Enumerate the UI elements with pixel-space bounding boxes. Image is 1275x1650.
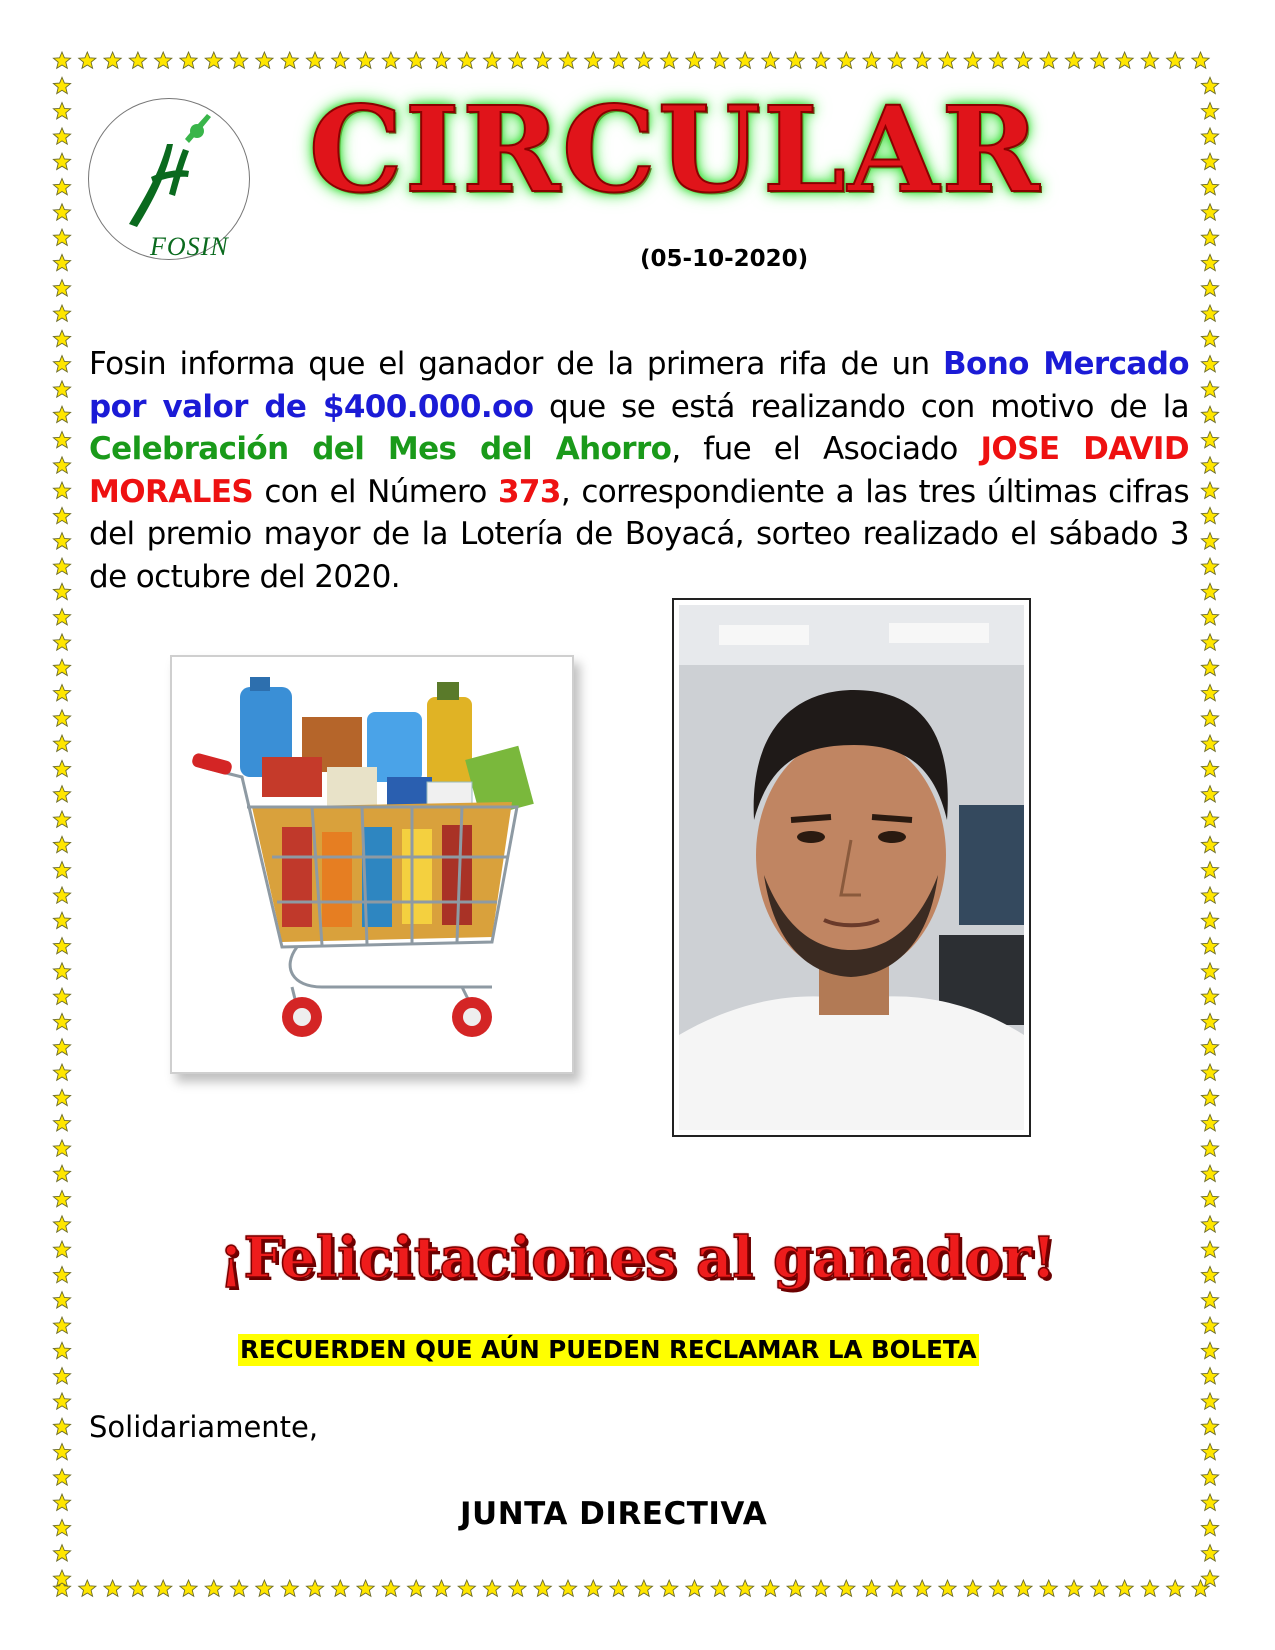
border-star xyxy=(1201,153,1218,169)
shopping-cart-icon xyxy=(172,657,572,1072)
border-star xyxy=(1015,1580,1032,1596)
border-star xyxy=(1201,735,1218,751)
border-star xyxy=(256,52,273,68)
border-star xyxy=(585,1580,602,1596)
border-star xyxy=(53,1317,70,1333)
border-star xyxy=(205,1580,222,1596)
border-star xyxy=(332,52,349,68)
border-star xyxy=(53,583,70,599)
border-star xyxy=(1201,254,1218,270)
border-star xyxy=(838,1580,855,1596)
border-star xyxy=(812,52,829,68)
person-portrait-icon xyxy=(679,605,1024,1130)
border-star xyxy=(53,179,70,195)
border-star xyxy=(1201,1191,1218,1207)
closing-salutation: Solidariamente, xyxy=(89,1410,319,1444)
border-star xyxy=(1116,52,1133,68)
border-star xyxy=(1201,963,1218,979)
border-star xyxy=(1201,938,1218,954)
border-star xyxy=(1201,609,1218,625)
border-star xyxy=(559,1580,576,1596)
border-star xyxy=(53,938,70,954)
border-star xyxy=(1201,356,1218,372)
border-star xyxy=(306,1580,323,1596)
border-star xyxy=(53,1165,70,1181)
border-star xyxy=(661,1580,678,1596)
border-star xyxy=(53,280,70,296)
border-star xyxy=(1201,1469,1218,1485)
border-star xyxy=(686,52,703,68)
border-star xyxy=(79,1580,96,1596)
border-star xyxy=(53,406,70,422)
border-star xyxy=(53,1191,70,1207)
border-star xyxy=(888,52,905,68)
border-star xyxy=(53,1580,70,1596)
border-star xyxy=(53,1039,70,1055)
border-star xyxy=(53,1519,70,1535)
border-star xyxy=(53,685,70,701)
border-star xyxy=(281,52,298,68)
border-star xyxy=(1201,1393,1218,1409)
border-star xyxy=(1201,1545,1218,1561)
border-star xyxy=(661,52,678,68)
border-star xyxy=(1201,1317,1218,1333)
border-star xyxy=(1201,507,1218,523)
border-star xyxy=(53,1570,70,1586)
border-star xyxy=(53,482,70,498)
border-star xyxy=(635,1580,652,1596)
border-star xyxy=(53,229,70,245)
border-star xyxy=(1201,280,1218,296)
prize-text: Bono Mercado por valor de $400.000.oo xyxy=(89,346,1189,425)
border-star xyxy=(53,533,70,549)
text-segment: que se está realizando con motivo de la xyxy=(533,388,1189,425)
border-star xyxy=(534,1580,551,1596)
border-star xyxy=(1201,381,1218,397)
border-star xyxy=(939,52,956,68)
border-star xyxy=(306,52,323,68)
border-star xyxy=(610,52,627,68)
border-star xyxy=(1201,1418,1218,1434)
border-star xyxy=(382,52,399,68)
text-segment: , correspondiente a las tres últimas cifras del premio mayor de la Lotería de Boyacá, sorteo realizado el sábado 3 de octubre del 2020. xyxy=(89,473,1189,595)
border-star xyxy=(1201,1444,1218,1460)
border-star xyxy=(762,1580,779,1596)
announcement-paragraph xyxy=(89,343,1189,598)
border-star xyxy=(458,1580,475,1596)
border-star xyxy=(1201,533,1218,549)
border-star xyxy=(787,52,804,68)
border-star xyxy=(53,1115,70,1131)
border-star xyxy=(53,1444,70,1460)
border-star xyxy=(559,52,576,68)
border-star xyxy=(357,52,374,68)
border-star xyxy=(1167,1580,1184,1596)
border-star xyxy=(53,1140,70,1156)
border-star xyxy=(1201,862,1218,878)
border-star xyxy=(53,103,70,119)
border-star xyxy=(1116,1580,1133,1596)
border-star xyxy=(53,356,70,372)
border-star xyxy=(964,52,981,68)
border-star xyxy=(509,1580,526,1596)
border-star xyxy=(53,128,70,144)
border-star xyxy=(1201,1494,1218,1510)
border-star xyxy=(1091,1580,1108,1596)
border-star xyxy=(964,1580,981,1596)
border-star xyxy=(433,1580,450,1596)
text-segment: con el Número xyxy=(253,473,498,510)
border-star xyxy=(1201,330,1218,346)
border-star xyxy=(787,1580,804,1596)
signature: JUNTA DIRECTIVA xyxy=(460,1496,768,1532)
border-star xyxy=(1201,103,1218,119)
border-star xyxy=(53,330,70,346)
border-star xyxy=(1201,685,1218,701)
border-star xyxy=(1192,52,1209,68)
border-star xyxy=(939,1580,956,1596)
border-star xyxy=(1201,482,1218,498)
border-star xyxy=(53,1089,70,1105)
border-star xyxy=(129,52,146,68)
border-star xyxy=(1040,1580,1057,1596)
border-star xyxy=(408,1580,425,1596)
border-star xyxy=(1201,77,1218,93)
border-star xyxy=(585,52,602,68)
border-star xyxy=(104,1580,121,1596)
border-star xyxy=(129,1580,146,1596)
border-star xyxy=(1201,1064,1218,1080)
text-segment: , fue el Asociado xyxy=(671,431,981,467)
border-star xyxy=(1201,1165,1218,1181)
border-star xyxy=(1141,1580,1158,1596)
border-star xyxy=(53,963,70,979)
winner-photo xyxy=(672,598,1031,1137)
border-star xyxy=(635,52,652,68)
reminder-highlight: RECUERDEN QUE AÚN PUEDEN RECLAMAR LA BOLETA xyxy=(240,1335,977,1364)
border-star xyxy=(990,52,1007,68)
border-star xyxy=(610,1580,627,1596)
border-star xyxy=(53,77,70,93)
border-star xyxy=(53,760,70,776)
border-star xyxy=(509,52,526,68)
border-star xyxy=(53,254,70,270)
border-star xyxy=(53,1494,70,1510)
border-star xyxy=(1201,912,1218,928)
border-star xyxy=(888,1580,905,1596)
logo-text: FOSIN xyxy=(150,232,229,261)
border-star xyxy=(53,1064,70,1080)
border-star xyxy=(1015,52,1032,68)
border-star xyxy=(53,507,70,523)
border-star xyxy=(812,1580,829,1596)
border-star xyxy=(1201,988,1218,1004)
border-star xyxy=(1201,887,1218,903)
border-star xyxy=(838,52,855,68)
border-star xyxy=(1201,836,1218,852)
border-star xyxy=(1201,1140,1218,1156)
border-star xyxy=(458,52,475,68)
border-star xyxy=(1201,1115,1218,1131)
border-star xyxy=(53,1469,70,1485)
border-star xyxy=(231,52,248,68)
border-star xyxy=(53,1368,70,1384)
border-star xyxy=(1201,659,1218,675)
border-star xyxy=(53,305,70,321)
border-star xyxy=(53,1393,70,1409)
border-star xyxy=(1201,786,1218,802)
border-star xyxy=(737,52,754,68)
border-star xyxy=(863,1580,880,1596)
border-star xyxy=(1201,558,1218,574)
border-star xyxy=(53,988,70,1004)
border-star xyxy=(79,52,96,68)
text-segment: Fosin informa que el ganador de la primera rifa de un xyxy=(89,346,943,382)
border-star xyxy=(180,52,197,68)
border-star xyxy=(1201,811,1218,827)
border-star xyxy=(1201,128,1218,144)
circular-date: (05-10-2020) xyxy=(640,246,809,272)
border-star xyxy=(1201,634,1218,650)
border-star xyxy=(332,1580,349,1596)
border-star xyxy=(53,786,70,802)
border-star xyxy=(1201,406,1218,422)
border-star xyxy=(1201,1039,1218,1055)
border-star xyxy=(762,52,779,68)
border-star xyxy=(53,52,70,68)
border-star xyxy=(53,1342,70,1358)
page-title: CIRCULAR xyxy=(308,80,1042,219)
border-star xyxy=(1201,305,1218,321)
border-star xyxy=(534,52,551,68)
border-star xyxy=(711,1580,728,1596)
border-star xyxy=(1201,1519,1218,1535)
border-star xyxy=(1201,457,1218,473)
border-star xyxy=(1201,432,1218,448)
border-star xyxy=(53,1418,70,1434)
border-star xyxy=(408,52,425,68)
border-star xyxy=(1201,1292,1218,1308)
border-star xyxy=(53,710,70,726)
border-star xyxy=(53,1013,70,1029)
border-star xyxy=(180,1580,197,1596)
border-star xyxy=(53,1292,70,1308)
border-star xyxy=(53,558,70,574)
border-star xyxy=(256,1580,273,1596)
border-star xyxy=(1065,1580,1082,1596)
border-star xyxy=(155,1580,172,1596)
border-star xyxy=(1201,229,1218,245)
border-star xyxy=(990,1580,1007,1596)
border-star xyxy=(53,811,70,827)
shopping-cart-image xyxy=(170,655,574,1074)
border-star xyxy=(53,912,70,928)
border-star xyxy=(914,1580,931,1596)
border-star xyxy=(1201,1342,1218,1358)
congratulations-heading: ¡Felicitaciones al ganador! xyxy=(218,1225,1057,1291)
border-star xyxy=(53,153,70,169)
border-star xyxy=(1091,52,1108,68)
border-star xyxy=(53,609,70,625)
border-star xyxy=(1201,760,1218,776)
event-text: Celebración del Mes del Ahorro xyxy=(89,431,672,467)
border-star xyxy=(155,52,172,68)
border-star xyxy=(53,862,70,878)
photo-content xyxy=(679,605,1024,1130)
border-star xyxy=(53,204,70,220)
border-star xyxy=(53,432,70,448)
border-star xyxy=(711,52,728,68)
border-star xyxy=(281,1580,298,1596)
border-star xyxy=(1201,179,1218,195)
border-star xyxy=(1040,52,1057,68)
winning-number: 373 xyxy=(497,473,561,510)
border-star xyxy=(1141,52,1158,68)
border-star xyxy=(231,1580,248,1596)
border-star xyxy=(1192,1580,1209,1596)
border-star xyxy=(53,735,70,751)
border-star xyxy=(1201,583,1218,599)
border-star xyxy=(53,1545,70,1561)
border-star xyxy=(1201,204,1218,220)
border-star xyxy=(737,1580,754,1596)
border-star xyxy=(914,52,931,68)
border-star xyxy=(53,381,70,397)
border-star xyxy=(53,836,70,852)
border-star xyxy=(1201,1089,1218,1105)
border-star xyxy=(686,1580,703,1596)
border-star xyxy=(433,52,450,68)
border-star xyxy=(205,52,222,68)
border-star xyxy=(53,634,70,650)
border-star xyxy=(357,1580,374,1596)
border-star xyxy=(1201,710,1218,726)
border-star xyxy=(382,1580,399,1596)
border-star xyxy=(1065,52,1082,68)
border-star xyxy=(863,52,880,68)
border-star xyxy=(484,52,501,68)
border-star xyxy=(1201,1013,1218,1029)
border-star xyxy=(484,1580,501,1596)
border-star xyxy=(1201,1570,1218,1586)
border-star xyxy=(1201,1368,1218,1384)
border-star xyxy=(53,887,70,903)
winner-name: JOSE DAVID MORALES xyxy=(89,431,1189,510)
border-star xyxy=(1167,52,1184,68)
border-star xyxy=(104,52,121,68)
border-star xyxy=(53,457,70,473)
border-star xyxy=(53,659,70,675)
